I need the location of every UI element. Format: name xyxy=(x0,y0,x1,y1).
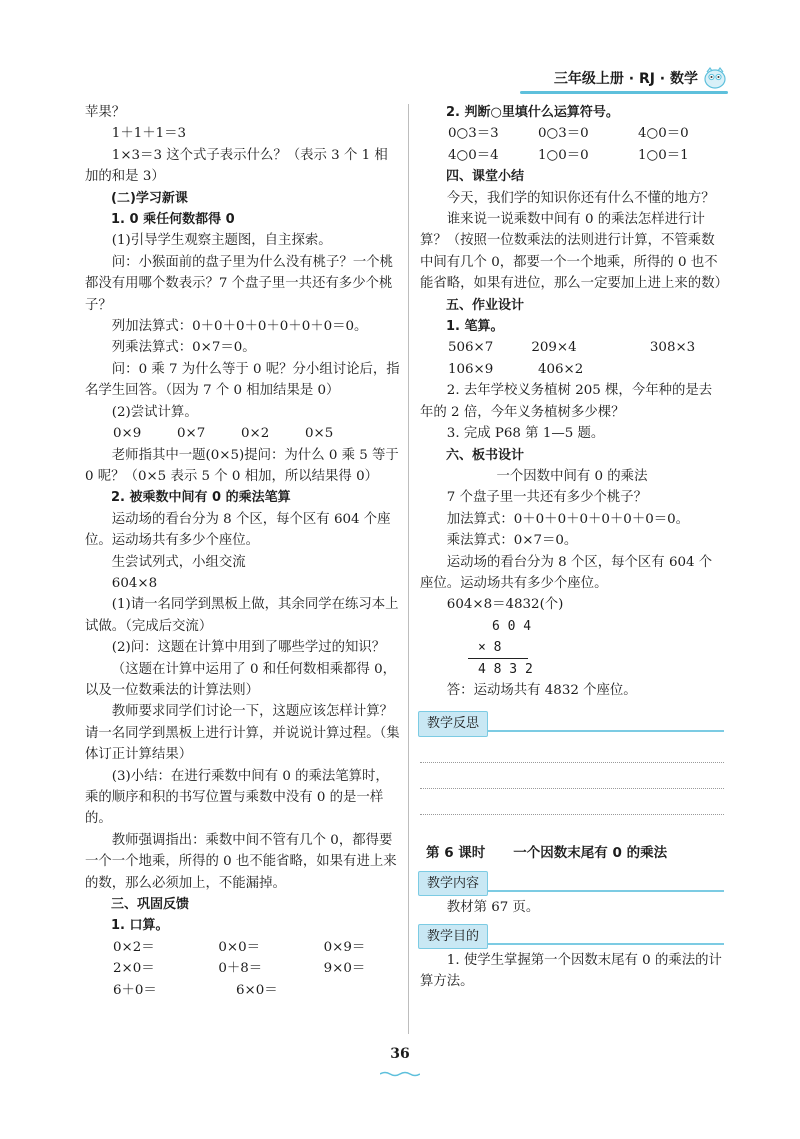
paragraph: 老师指其中一题(0×5)提问：为什么 0 乘 5 等于 0 呢？（0×5 表示 5 个 0 相加，所以结果得 0） xyxy=(85,447,399,484)
exercise-item: 0×9＝ xyxy=(323,939,366,955)
exercise-item: 1○0＝1 xyxy=(638,147,689,163)
paragraph: 列加法算式：0＋0＋0＋0＋0＋0＋0＝0。 xyxy=(111,319,368,335)
lesson-title: 一个因数末尾有 0 的乘法 xyxy=(513,845,668,862)
exercise-item: 106×9 xyxy=(448,361,494,377)
exercise-item: 0×2＝ xyxy=(113,939,155,955)
exercise-item: 0×5 xyxy=(305,426,334,442)
exercise-item: 6＋0＝ xyxy=(113,982,157,998)
column-divider xyxy=(408,104,409,1034)
paragraph: (1)引导学生观察主题图，自主探索。 xyxy=(111,233,332,249)
tag-label: 教学反思 xyxy=(418,711,488,736)
header-rule xyxy=(520,91,728,94)
exercise-item: 406×2 xyxy=(538,361,584,377)
paragraph: 答：运动场共有 4832 个座位。 xyxy=(446,682,637,698)
writing-line xyxy=(420,763,724,789)
exercise-row xyxy=(420,123,724,144)
formula: 604×8 xyxy=(111,575,158,591)
section-tag xyxy=(418,871,724,895)
exercise-item: 209×4 xyxy=(531,340,577,356)
lesson-heading xyxy=(426,843,724,864)
vert-row: 4 8 3 2 xyxy=(478,661,533,677)
formula: 1＋1＋1＝3 xyxy=(111,126,187,142)
exercise-item: 1○0＝0 xyxy=(538,147,589,163)
paragraph: 教师强调指出：乘数中间不管有几个 0，都得要一个一个地乘，所得的 0 也不能省略，如果有进上来的数，那么必须加上，不能漏掉。 xyxy=(85,832,397,891)
exercise-row xyxy=(85,958,401,979)
section-heading: 三、巩固反馈 xyxy=(111,897,190,913)
paragraph: 列乘法算式：0×7＝0。 xyxy=(111,340,256,356)
vertical-calculation xyxy=(420,616,724,680)
paragraph: 谁来说一说乘数中间有 0 的乘法怎样进行计算？（按照一位数乘法的法则进行计算，不管乘数中间有几个 0，都要一个一个地乘，所得的 0 也不能省略，如果有进位，那么一定要加上进上来的数） xyxy=(420,212,728,292)
exercise-row xyxy=(85,423,401,444)
vert-row: × 8 xyxy=(478,639,502,655)
paragraph: (2)尝试计算。 xyxy=(111,404,198,420)
paragraph: 7 个盘子里一共还有多少个桃子？ xyxy=(446,490,648,506)
paragraph: (2)问：这题在计算中用到了哪些学过的知识？ xyxy=(111,640,386,656)
writing-line xyxy=(420,789,724,815)
paragraph: 1. 使学生掌握第一个因数末尾有 0 的乘法的计算方法。 xyxy=(420,952,722,990)
exercise-row xyxy=(85,937,401,958)
subsection-heading: 1. 口算。 xyxy=(111,918,169,934)
left-column xyxy=(85,102,401,1001)
exercise-item: 4○0＝0 xyxy=(638,126,689,142)
right-column xyxy=(420,102,728,993)
writing-line xyxy=(420,737,724,763)
exercise-item: 0○3＝0 xyxy=(538,126,589,142)
page-footer xyxy=(370,1046,430,1081)
subsection-heading: 2. 判断○里填什么运算符号。 xyxy=(446,105,619,120)
exercise-item: 506×7 xyxy=(448,340,494,356)
exercise-row xyxy=(420,359,724,380)
tag-label: 教学内容 xyxy=(418,871,488,896)
paragraph: 问：小猴面前的盘子里为什么没有桃子？一个桃都没有用哪个数表示？7 个盘子里一共还有多少个桃子？ xyxy=(85,254,393,313)
exercise-item: 0＋8＝ xyxy=(218,961,263,977)
exercise-row xyxy=(420,145,724,166)
lesson-number: 第 6 课时 xyxy=(426,845,486,862)
exercise-item: 0×2 xyxy=(241,426,270,442)
paragraph: 乘法算式：0×7＝0。 xyxy=(446,533,578,549)
section-tag xyxy=(418,711,724,735)
exercise-item: 6×0＝ xyxy=(236,982,278,998)
paragraph: 3. 完成 P68 第 1—5 题。 xyxy=(446,426,605,442)
exercise-item: 4○0＝4 xyxy=(448,147,499,163)
exercise-item: 0○3＝3 xyxy=(448,126,499,142)
board-title: 一个因数中间有 0 的乘法 xyxy=(496,468,648,484)
paragraph: (3)小结：在进行乘数中间有 0 的乘法笔算时，乘的顺序和积的书写位置与乘数中没有 0 的是一样的。 xyxy=(85,768,389,827)
paragraph: 今天，我们学的知识你还有什么不懂的地方？ xyxy=(446,190,715,206)
page-number: 36 xyxy=(390,1046,410,1062)
paragraph: 运动场的看台分为 8 个区，每个区有 604 个座位。运动场共有多少个座位。 xyxy=(420,554,713,591)
text-line: 苹果？ xyxy=(85,105,126,120)
header-title: 三年级上册 · RJ · 数学 xyxy=(553,71,698,87)
paragraph: 教材第 67 页。 xyxy=(446,899,540,915)
exercise-item: 0×0＝ xyxy=(218,939,260,955)
subsection-heading: 2. 被乘数中间有 0 的乘法笔算 xyxy=(111,490,291,506)
exercise-item: 0×9 xyxy=(113,426,142,442)
subsection-heading: 1. 笔算。 xyxy=(446,319,504,335)
exercise-row xyxy=(85,980,401,1001)
exercise-item: 308×3 xyxy=(649,340,696,356)
section-heading: 五、作业设计 xyxy=(446,297,525,313)
exercise-item: 2×0＝ xyxy=(113,961,155,977)
section-heading: 六、板书设计 xyxy=(446,447,525,463)
paragraph: 运动场的看台分为 8 个区，每个区有 604 个座位。运动场共有多少个座位。 xyxy=(85,511,391,549)
section-heading: 四、课堂小结 xyxy=(446,169,525,185)
exercise-row xyxy=(420,337,724,358)
paragraph: 生尝试列式，小组交流 xyxy=(111,554,246,570)
wave-ornament xyxy=(380,1071,420,1077)
section-tag xyxy=(418,924,724,948)
paragraph: （这题在计算中运用了 0 和任何数相乘都得 0，以及一位数乘法的计算法则） xyxy=(85,661,397,698)
paragraph: 教师要求同学们讨论一下，这题应该怎样计算？请一名同学到黑板上进行计算，并说说计算过程。（集体订正计算结果） xyxy=(85,704,400,763)
paragraph: 问：0 乘 7 为什么等于 0 呢？分小组讨论后，指名学生回答。（因为 7 个 0 相加结果是 0） xyxy=(85,361,400,399)
paragraph: 加法算式：0＋0＋0＋0＋0＋0＋0＝0。 xyxy=(446,511,690,527)
exercise-item: 9×0＝ xyxy=(323,961,366,977)
owl-icon xyxy=(702,64,728,90)
paragraph: 1×3＝3 这个式子表示什么？（表示 3 个 1 相加的和是 3） xyxy=(85,147,388,185)
subsection-heading: 1. 0 乘任何数都得 0 xyxy=(111,212,235,228)
vert-row: 6 0 4 xyxy=(492,618,532,634)
tag-label: 教学目的 xyxy=(418,924,488,949)
section-heading: (二)学习新课 xyxy=(111,190,188,206)
paragraph: 2. 去年学校义务植树 205 棵，今年种的是去年的 2 倍，今年义务植树多少棵？ xyxy=(420,383,713,420)
formula: 604×8＝4832(个) xyxy=(446,597,564,613)
exercise-item: 0×7 xyxy=(177,426,206,442)
page-header xyxy=(500,66,728,90)
paragraph: (1)请一名同学到黑板上做，其余同学在练习本上试做。（完成后交流） xyxy=(85,597,399,634)
